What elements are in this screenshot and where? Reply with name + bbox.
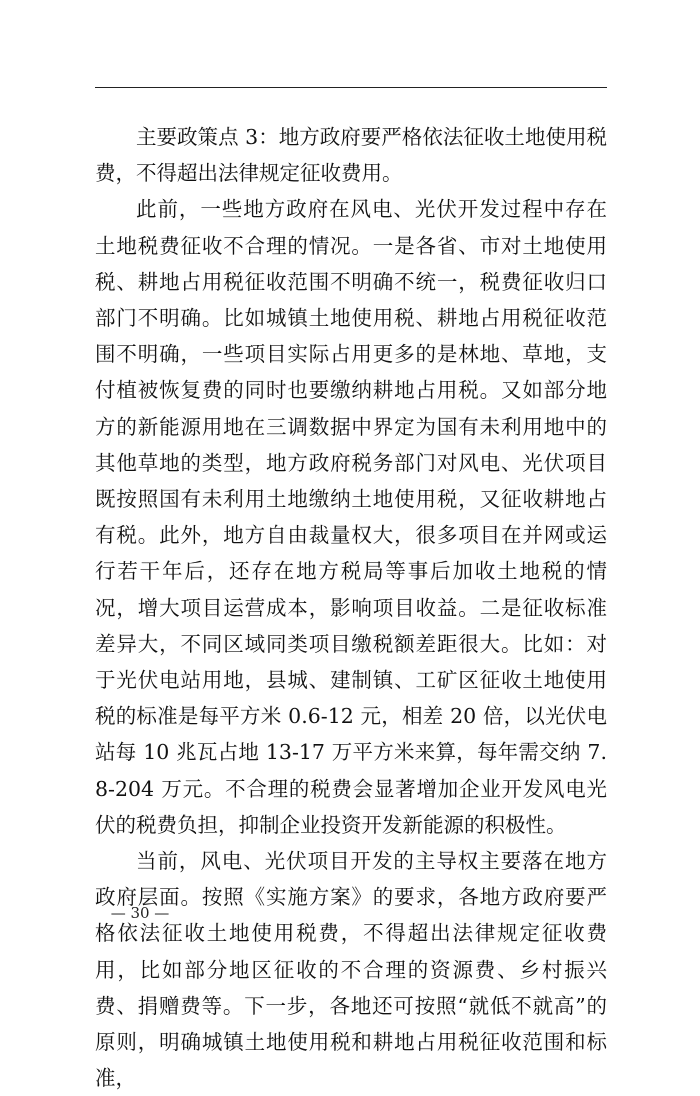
page-number: — 30 — [110, 904, 170, 922]
policy-point-heading: 主要政策点 3：地方政府要严格依法征收土地使用税费，不得超出法律规定征收费用。 [95, 125, 607, 186]
header-rule [95, 87, 607, 88]
body-text [95, 119, 607, 1096]
background-paragraph: 此前，一些地方政府在风电、光伏开发过程中存在土地税费征收不合理的情况。一是各省、市对土地使用税、耕地占用税征收范围不明确不统一，税费征收归口部门不明确。比如城镇土地使用税、耕地占用税征收范围不明确，一些项目实际占用更多的是林地、草地，支付植被恢复费的同时也要缴纳耕地占用税。又如部分地方的新能源用地在三调数据中界定为国有未利用地中的其他草地的类型，地方政府税务部门对风电、光伏项目既按照国有未利用土地缴纳土地使用税，又征收耕地占有税。此外，地方自由裁量权大，很多项目在并网或运行若干年后，还存在地方税局等事后加收土地税的情况，增大项目运营成本，影响项目收益。二是征收标准差异大，不同区域同类项目缴税额差距很大。比如：对于光伏电站用地，县城、建制镇、工矿区征收土地使用税的标准是每平方米 0.6-12 元，相差 20 倍，以光伏电站每 10 兆瓦占地 13-17 万平方米来算，每年需交纳 7.8-204 万元。不合理的税费会显著增加企业开发风电光伏的税费负担，抑制企业投资开发新能源的积极性。 [95, 197, 607, 837]
current-status-paragraph: 当前，风电、光伏项目开发的主导权主要落在地方政府层面。按照《实施方案》的要求，各地方政府要严格依法征收土地使用税费，不得超出法律规定征收费用，比如部分地区征收的不合理的资源费、乡村振兴费、捐赠费等。下一步，各地还可按照“就低不就高”的原则，明确城镇土地使用税和耕地占用税征收范围和标准， [95, 849, 607, 1091]
